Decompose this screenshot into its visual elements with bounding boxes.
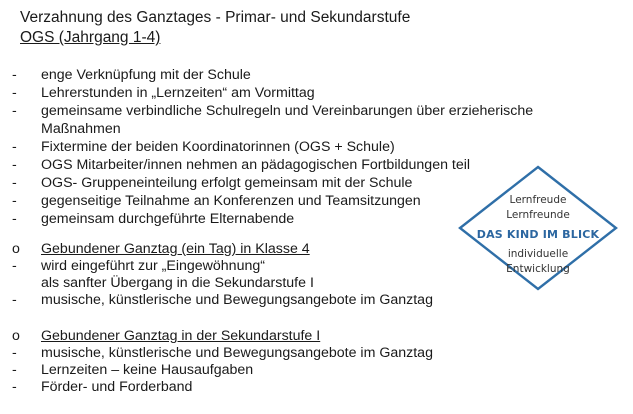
page-title: Verzahnung des Ganztages - Primar- und Sekundarstufe: [20, 9, 411, 26]
badge-center-text: DAS KIND IM BLICK: [476, 228, 600, 241]
dash-marker: -: [12, 292, 17, 308]
dash-marker: -: [12, 175, 17, 191]
badge-line-individuelle: individuelle: [507, 248, 569, 260]
list-item-text: Lehrerstunden in „Lernzeiten“ am Vormittag: [41, 85, 315, 101]
list-item-text: Lernzeiten – keine Hausaufgaben: [41, 362, 254, 378]
list-item-text: gemeinsam durchgeführte Elternabende: [41, 211, 295, 227]
dash-marker: -: [12, 258, 17, 274]
list-item-text: musische, künstlerische und Bewegungsangebote im Ganztag: [41, 292, 433, 308]
dash-marker: -: [12, 157, 17, 173]
circle-bullet-icon: o: [12, 328, 20, 344]
list-item-text: enge Verknüpfung mit der Schule: [41, 67, 251, 83]
dash-marker: -: [12, 193, 17, 209]
dash-marker: -: [12, 379, 17, 395]
list-item-text: Maßnahmen: [41, 121, 121, 137]
dash-marker: -: [12, 67, 17, 83]
list-item-text: gegenseitige Teilnahme an Konferenzen und Teamsitzungen: [41, 193, 421, 209]
list-item-text: Fixtermine der beiden Koordinatorinnen (OGS + Schule): [41, 139, 395, 155]
kind-im-blick-badge: [457, 164, 619, 292]
dash-marker: -: [12, 362, 17, 378]
section-heading-text: Gebundener Ganztag (ein Tag) in Klasse 4: [41, 241, 310, 257]
list-item-text: als sanfter Übergang in die Sekundarstufe I: [41, 275, 314, 291]
section-heading-text: Gebundener Ganztag in der Sekundarstufe I: [41, 328, 321, 344]
dash-marker: -: [12, 85, 17, 101]
badge-line-entwicklung: Entwicklung: [506, 263, 570, 275]
list-item-text: Förder- und Forderband: [41, 379, 193, 395]
page-subtitle: OGS (Jahrgang 1-4): [20, 29, 161, 46]
list-item-text: wird eingeführt zur „Eingewöhnung“: [41, 258, 265, 274]
dash-marker: -: [12, 103, 17, 119]
dash-marker: -: [12, 211, 17, 227]
circle-bullet-icon: o: [12, 241, 20, 257]
list-item-text: OGS- Gruppeneinteilung erfolgt gemeinsam mit der Schule: [41, 175, 413, 191]
dash-marker: -: [12, 139, 17, 155]
badge-line-lernfreunde: Lernfreunde: [506, 209, 570, 221]
list-item-text: gemeinsame verbindliche Schulregeln und Vereinbarungen über erzieherische: [41, 103, 534, 119]
dash-marker: -: [12, 345, 17, 361]
list-item-text: musische, künstlerische und Bewegungsangebote im Ganztag: [41, 345, 433, 361]
badge-line-lernfreude: Lernfreude: [509, 194, 567, 206]
list-item-text: OGS Mitarbeiter/innen nehmen an pädagogischen Fortbildungen teil: [41, 157, 471, 173]
